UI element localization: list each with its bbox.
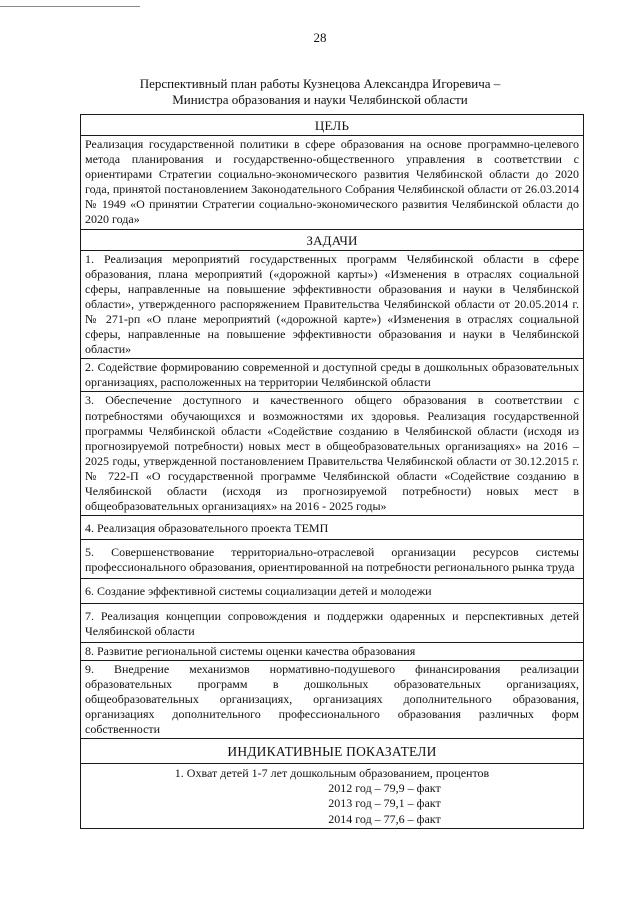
indicator-value: 2013 год – 79,1 – факт — [328, 796, 441, 811]
task-item: 1. Реализация мероприятий государственных программ Челябинской области в сфере образования, плана мероприятий («дорожной карты») «Изменения в отраслях социальной сферы, направленные на повышение эффективности образования и науки в Челябинской области», утвержденного распоряжением Правительства Челябинской области от 20.05.2014 г. № 271-рп «О плане мероприятий («дорожной карте») «Изменения в отраслях социальной сферы, направленные на повышение эффективности образования и науки в Челябинской области» — [81, 250, 583, 359]
corner-mark — [0, 6, 140, 7]
document-title — [60, 76, 580, 108]
indicator-value: 2014 год – 77,6 – факт — [328, 811, 441, 826]
task-item: 5. Совершенствование территориально-отраслевой организации ресурсов системы профессионального образования, ориентированной на потребности регионального рынка труда — [81, 539, 583, 578]
task-item: 6. Создание эффективной системы социализации детей и молодежи — [81, 578, 583, 602]
indicator-title: 1. Охват детей 1-7 лет дошкольным образованием, процентов — [174, 766, 490, 781]
task-item: 8. Развитие региональной системы оценки качества образования — [81, 642, 583, 660]
task-item: 2. Содействие формированию современной и доступной среды в дошкольных образовательных организациях, расположенных на территории Челябинской области — [81, 358, 583, 391]
title-line-1: Перспективный план работы Кузнецова Александра Игоревича – — [139, 76, 501, 91]
indicators-header: ИНДИКАТИВНЫЕ ПОКАЗАТЕЛИ — [81, 738, 583, 763]
indicator-block — [81, 763, 583, 827]
task-item: 4. Реализация образовательного проекта ТЕМП — [81, 515, 583, 539]
goal-text: Реализация государственной политики в сфере образования на основе программно-целевого метода планирования и государственно-общественного управления в соответствии с ориентирами Стратегии социально-экономического развития Челябинской области до 2020 года, принятой постановлением Законодательного Собрания Челябинской области от 26.03.2014 № 1949 «О принятии Стратегии социально-экономического развития Челябинской области до 2020 года» — [81, 135, 583, 229]
task-item: 7. Реализация концепции сопровождения и поддержки одаренных и перспективных детей Челябинской области — [81, 603, 583, 642]
goal-header: ЦЕЛЬ — [314, 118, 350, 133]
title-line-2: Министра образования и науки Челябинской области — [172, 92, 468, 107]
page-number: 28 — [313, 30, 327, 45]
indicator-value: 2012 год – 79,9 – факт — [328, 781, 441, 796]
plan-table — [80, 114, 584, 829]
task-item: 3. Обеспечение доступного и качественного общего образования в соответствии с потребностями обучающихся и возможностями их здоровья. Реализация государственной программы Челябинской области «Содействие созданию в Челябинской области (исходя из прогнозируемой потребности) новых мест в общеобразовательных организациях» на 2016 – 2025 годы, утвержденной постановлением Правительства Челябинской области от 30.12.2015 г. № 722-П «О государственной программе Челябинской области «Содействие созданию в Челябинской области (исходя из прогнозируемой потребности) новых мест в общеобразовательных организациях» на 2016 - 2025 годы» — [81, 391, 583, 515]
tasks-header: ЗАДАЧИ — [81, 229, 583, 250]
task-item: 9. Внедрение механизмов нормативно-подушевого финансирования реализации образовательных программ в дошкольных образовательных организациях, общеобразовательных организациях, организациях дополнительного образования, организациях дополнительного профессионального образования различных форм собственности — [81, 660, 583, 738]
